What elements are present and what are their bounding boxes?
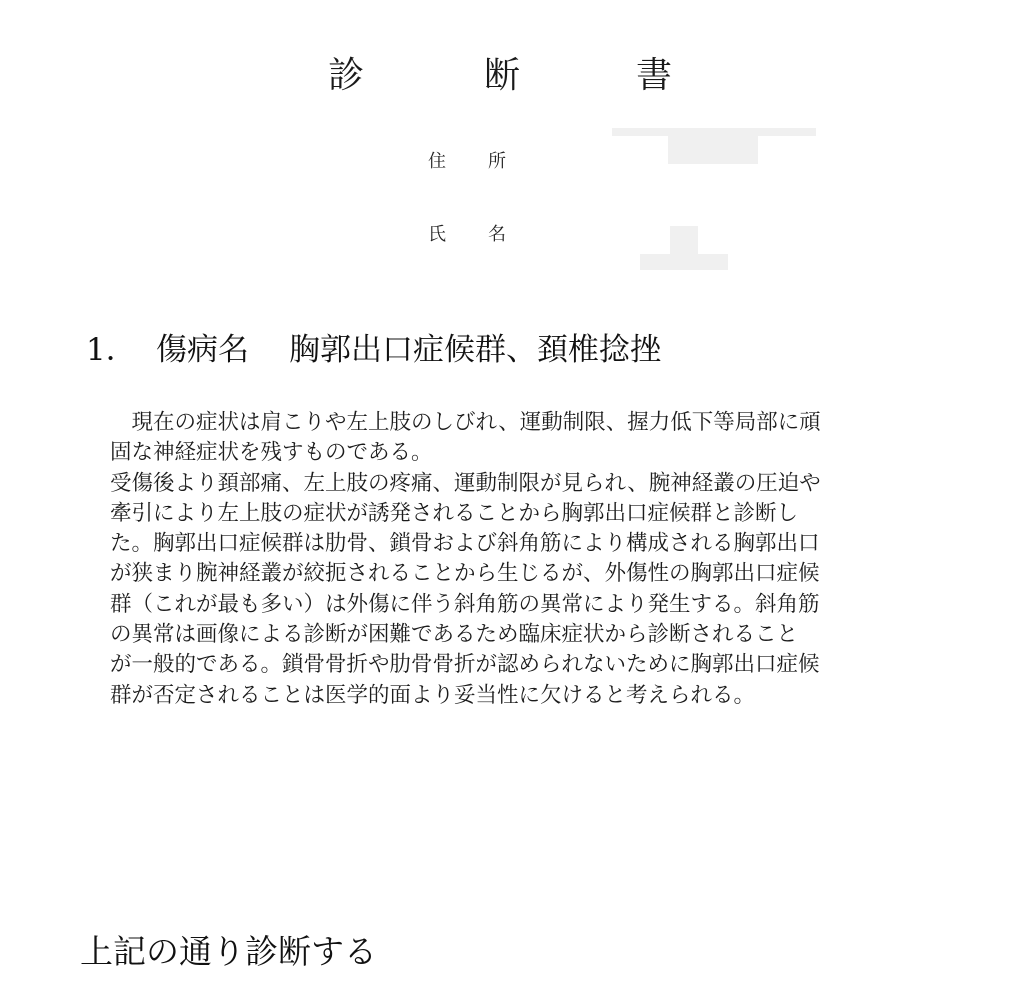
title-char-3: 書 <box>636 55 673 96</box>
title-char-1: 診 <box>328 55 365 96</box>
name-redaction-bottom <box>640 254 728 270</box>
body-line: 群が否定されることは医学的面より妥当性に欠けると考えられる。 <box>110 682 756 708</box>
diagnosis-name: 胸郭出口症候群、頚椎捻挫 <box>289 332 661 368</box>
address-label-char-2: 所 <box>488 151 506 172</box>
title-char-2: 断 <box>484 55 521 96</box>
body-line: 現在の症状は肩こりや左上肢のしびれ、運動制限、握力低下等局部に頑 <box>110 410 821 435</box>
name-label-char-1: 氏 <box>428 224 446 245</box>
document-title <box>0 52 1024 100</box>
address-label <box>428 150 518 174</box>
body-line: の異常は画像による診断が困難であるため臨床症状から診断されること <box>110 622 799 648</box>
address-redaction-block <box>668 136 758 164</box>
body-line: が一般的である。鎖骨骨折や肋骨骨折が認められないために胸郭出口症候 <box>110 652 820 678</box>
body-line: 群（これが最も多い）は外傷に伴う斜角筋の異常により発生する。斜角筋 <box>110 591 820 617</box>
body-line: 受傷後より頚部痛、左上肢の疼痛、運動制限が見られ、腕神経叢の圧迫や <box>110 470 821 496</box>
section-label: 傷病名 <box>156 332 249 368</box>
address-redaction-strip <box>612 128 816 136</box>
name-redaction-top <box>670 226 698 254</box>
body-line: 固な神経症状を残すものである。 <box>110 440 433 466</box>
diagnosis-heading <box>86 328 986 372</box>
diagnosis-body <box>110 408 932 711</box>
address-label-char-1: 住 <box>428 151 446 172</box>
name-label-char-2: 名 <box>488 224 506 245</box>
closing-statement: 上記の通り診断する <box>80 932 377 971</box>
body-line: た。胸郭出口症候群は肋骨、鎖骨および斜角筋により構成される胸郭出口 <box>110 531 820 557</box>
name-label <box>428 223 518 247</box>
section-number: 1． <box>86 332 137 368</box>
body-line: 牽引により左上肢の症状が誘発されることから胸郭出口症候群と診断し <box>110 500 799 526</box>
body-line: が狭まり腕神経叢が絞扼されることから生じるが、外傷性の胸郭出口症候 <box>110 561 820 587</box>
